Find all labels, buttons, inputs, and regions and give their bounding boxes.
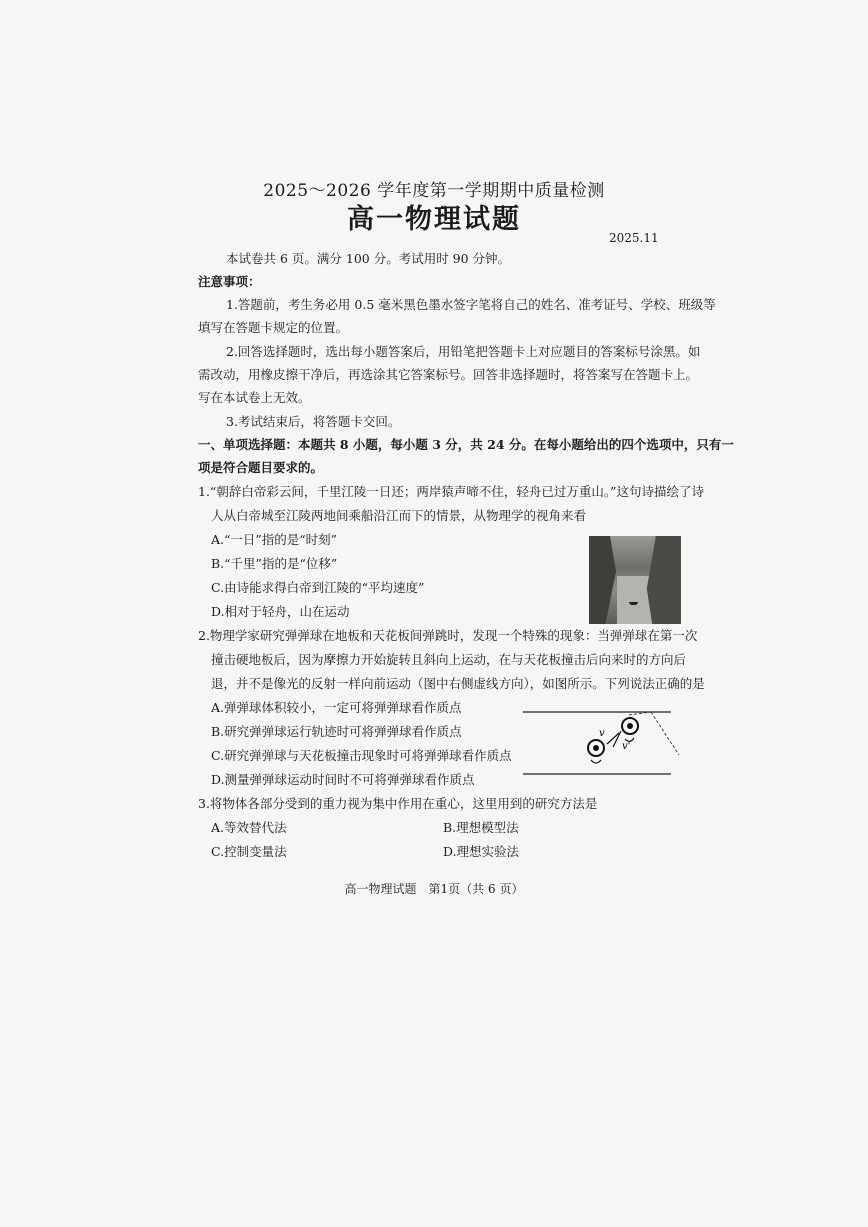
section-1-line-1: 一、单项选择题：本题共 8 小题，每小题 3 分，共 24 分。在每小题给出的四个选项中，只有一 (198, 437, 734, 452)
section-1-line-2: 项是符合题目要求的。 (198, 460, 324, 475)
notes-title: 注意事项： (198, 274, 261, 289)
q2-option-d: D.测量弹弹球运动时间时不可将弹弹球看作质点 (211, 772, 475, 787)
velocity-label-v: v (599, 728, 605, 739)
page-footer: 高一物理试题 第1页（共 6 页） (344, 882, 524, 896)
note-3: 3.考试结束后，将答题卡交回。 (226, 414, 401, 429)
q1-landscape-illustration (589, 536, 681, 624)
reflection-dashed-path (651, 712, 679, 755)
q2-option-b: B.研究弹弹球运行轨迹时可将弹弹球看作质点 (211, 724, 462, 739)
q1-option-a: A.“一日”指的是“时刻” (211, 532, 338, 547)
q3-option-a: A.等效替代法 (211, 820, 287, 835)
exam-date: 2025.11 (609, 231, 659, 245)
q3-stem: 3.将物体各部分受到的重力视为集中作用在重心，这里用到的研究方法是 (198, 796, 598, 811)
q2-bounce-diagram (521, 703, 683, 778)
q3-option-b: B.理想模型法 (443, 820, 519, 835)
note-1-line-1: 1.答题前，考生务必用 0.5 毫米黑色墨水签字笔将自己的姓名、准考证号、学校、班级等 (226, 297, 716, 312)
note-2-line-3: 写在本试卷上无效。 (198, 390, 311, 405)
page-title: 高一物理试题 (347, 204, 521, 235)
q2-option-c: C.研究弹弹球与天花板撞击现象时可将弹弹球看作质点 (211, 748, 512, 763)
velocity-label-v-prime: v' (622, 741, 631, 752)
exam-title: 2025～2026 学年度第一学期期中质量检测 (263, 181, 605, 201)
q2-stem-line-3: 退，并不是像光的反射一样向前运动（图中右侧虚线方向），如图所示。下列说法正确的是 (211, 676, 705, 691)
q1-stem-line-2: 人从白帝城至江陵两地间乘船沿江而下的情景，从物理学的视角来看 (211, 508, 587, 523)
q2-stem-line-1: 2.物理学家研究弹弹球在地板和天花板间弹跳时，发现一个特殊的现象：当弹弹球在第一次 (198, 628, 698, 643)
q2-stem-line-2: 撞击硬地板后，因为摩擦力开始旋转且斜向上运动，在与天花板撞击后向来时的方向后 (211, 652, 687, 667)
note-1-line-2: 填写在答题卡规定的位置。 (198, 320, 349, 335)
q3-option-c: C.控制变量法 (211, 844, 287, 859)
q1-option-b: B.“千里”指的是“位移” (211, 556, 338, 571)
q2-option-a: A.弹弹球体积较小，一定可将弹弹球看作质点 (211, 700, 462, 715)
q1-stem-line-1: 1.“朝辞白帝彩云间，千里江陵一日还；两岸猿声啼不住，轻舟已过万重山。”这句诗描绘了诗 (198, 484, 704, 499)
intro-text: 本试卷共 6 页。满分 100 分。考试用时 90 分钟。 (226, 251, 511, 266)
q3-option-d: D.理想实验法 (443, 844, 520, 859)
q1-option-d: D.相对于轻舟，山在运动 (211, 604, 350, 619)
q1-option-c: C.由诗能求得白帝到江陵的“平均速度” (211, 580, 425, 595)
note-2-line-1: 2.回答选择题时，选出每小题答案后，用铅笔把答题卡上对应题目的答案标号涂黑。如 (226, 344, 701, 359)
note-2-line-2: 需改动，用橡皮擦干净后，再选涂其它答案标号。回答非选择题时，将答案写在答题卡上。 (198, 367, 699, 382)
